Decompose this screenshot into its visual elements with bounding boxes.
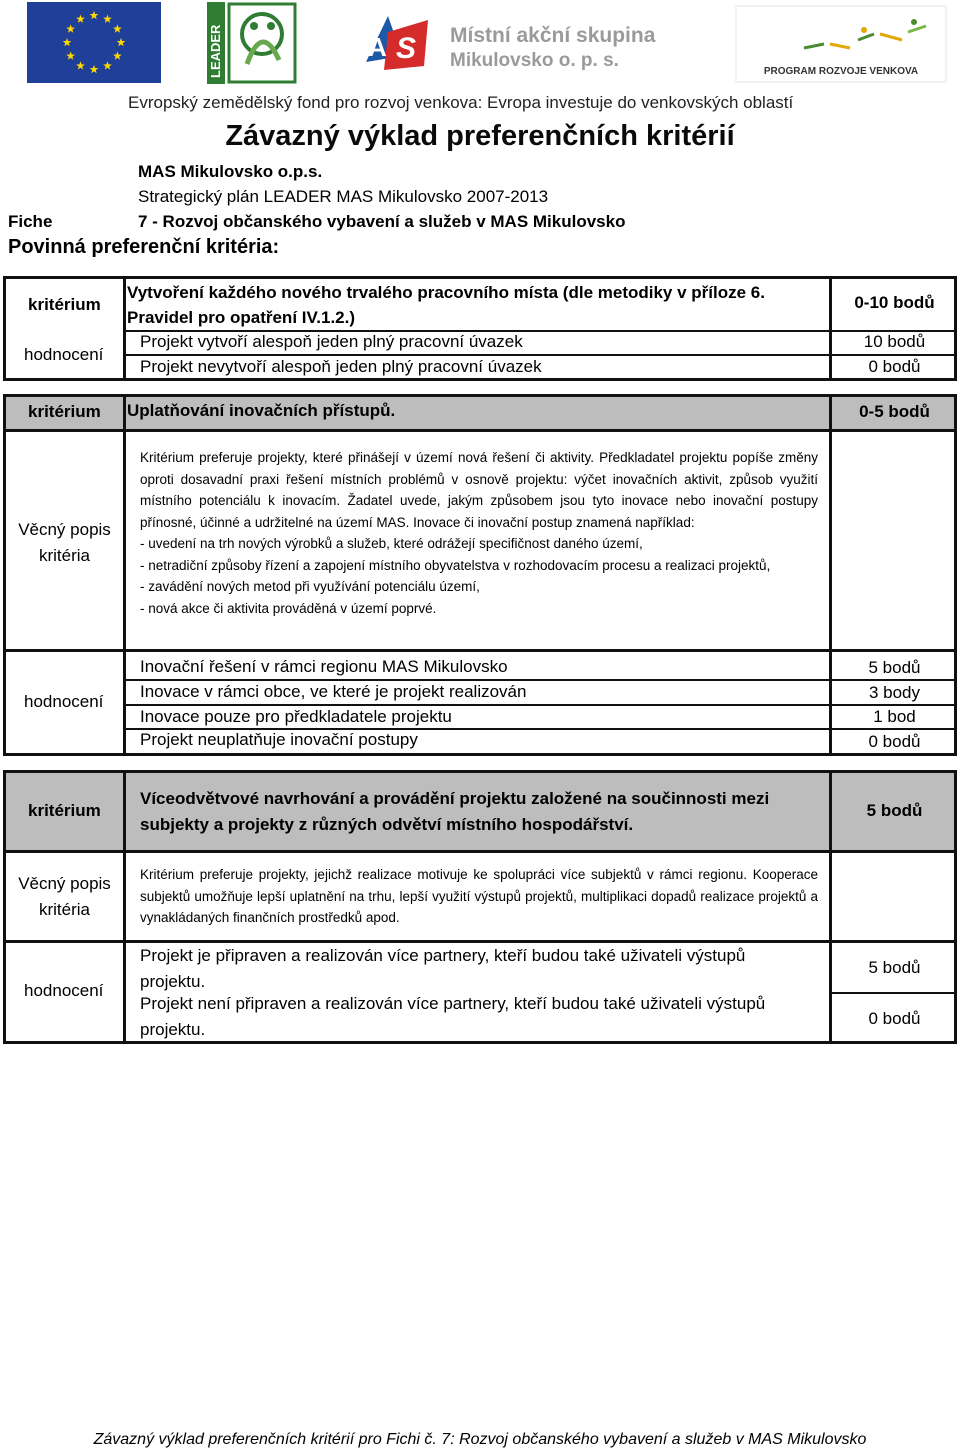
svg-text:Místní akční skupina: Místní akční skupina <box>450 24 656 47</box>
svg-text:S: S <box>396 32 417 65</box>
evaluation-row-points: 0 bodů <box>868 357 921 376</box>
evaluation-row-text: Projekt vytvoří alespoň jeden plný pracovní úvazek <box>140 332 523 351</box>
evaluation-row-points: 0 bodů <box>868 1009 921 1028</box>
criterion-block-2 <box>3 394 957 756</box>
evaluation-row-text: Inovace v rámci obce, ve které je projekt realizován <box>140 682 527 701</box>
evaluation-row-points: 0 bodů <box>868 732 921 751</box>
mas-name: MAS Mikulovsko o.p.s. <box>138 162 323 181</box>
criterion-points: 0-10 bodů <box>854 293 935 312</box>
criterion-title: Vytvoření každého nového trvalého pracovního místa (dle metodiky v příloze 6. Pravidel pro opatření IV.1.2.) <box>127 283 765 327</box>
evaluation-row-text: Projekt neuplatňuje inovační postupy <box>140 730 418 749</box>
description-label: Věcný popis kritéria <box>18 874 111 919</box>
prv-logo-icon <box>734 4 948 84</box>
leader-logo-icon <box>207 2 297 84</box>
svg-text:A: A <box>368 32 387 62</box>
criterion-title: Víceodvětvové navrhování a provádění projektu založené na součinnosti mezi subjekty a projekty z různých odvětví místního hospodářství. <box>140 789 770 834</box>
svg-text:LEADER: LEADER <box>208 24 223 78</box>
criterion-block-3 <box>3 770 957 1044</box>
criterion-points: 5 bodů <box>866 801 923 820</box>
evaluation-row-text: Projekt je připraven a realizován více partnery, kteří budou také uživateli výstupů projektu. <box>140 946 746 991</box>
criterion-title: Uplatňování inovačních přístupů. <box>127 401 396 420</box>
criterion-description: Kritérium preferuje projekty, které přinášejí v území nová řešení či aktivity. Předkladatel projektu popíše změny oproti dosavadní praxi řešení místních problémů v osnově projektu: výčet inovačních aktivit, způsob využití místního potenciálu k inovacím. Žadatel uvede, jakým způsobem jsou tyto inovace nebo inovační postupy přínosné, účinné a udržitelné na území MAS. Inovace či inovační postup znamená například: - uvedení na trh nových výrobků a služeb, které odrážejí specifičnost daného území, - netradiční způsoby řízení a zapojení místního obyvatelstva v rozhodovacím procesu a realizaci projektů, - zavádění nových metod při využívání potenciálu území, - nová akce či aktivita prováděná v území poprvé. <box>140 450 818 616</box>
evaluation-row-points: 3 body <box>868 683 921 702</box>
fiche-label: Fiche <box>8 212 53 231</box>
evaluation-row-points: 5 bodů <box>868 658 921 677</box>
criterion-points: 0-5 bodů <box>859 402 930 421</box>
criterion-label: kritérium <box>28 402 101 421</box>
evaluation-row-points: 5 bodů <box>868 958 921 977</box>
criterion-label: kritérium <box>28 295 101 314</box>
evaluation-row-text: Inovace pouze pro předkladatele projektu <box>140 707 452 726</box>
criterion-description: Kritérium preferuje projekty, jejichž realizace motivuje ke spolupráci více subjektů v rámci regionu. Kooperace subjektů umožňuje lepší uplatnění na trhu, lepší využití výstupů projektů, multiplikaci dopadů realizace projektů a vynakládaných finančních prostředků apod. <box>140 867 818 925</box>
evaluation-row-text: Inovační řešení v rámci regionu MAS Mikulovsko <box>140 657 508 676</box>
fiche-title: 7 - Rozvoj občanského vybavení a služeb v MAS Mikulovsko <box>138 212 626 231</box>
evaluation-row-text: Projekt není připraven a realizován více partnery, kteří budou také uživateli výstupů projektu. <box>140 994 766 1039</box>
svg-text:Mikulovsko o. p. s.: Mikulovsko o. p. s. <box>450 50 619 71</box>
criterion-block-1 <box>3 276 957 381</box>
evaluation-row-points: 10 bodů <box>863 332 926 351</box>
page-footer: Závazný výklad preferenčních kritérií pro Fichi č. 7: Rozvoj občanského vybavení a služeb v MAS Mikulovsko <box>93 1431 867 1448</box>
strategic-plan: Strategický plán LEADER MAS Mikulovsko 2007-2013 <box>138 187 549 206</box>
evaluation-label: hodnocení <box>24 981 104 1000</box>
mandatory-criteria-heading: Povinná preferenční kritéria: <box>8 236 280 258</box>
eu-flag-icon <box>27 2 161 83</box>
evaluation-row-text: Projekt nevytvoří alespoň jeden plný pracovní úvazek <box>140 357 542 376</box>
svg-text:PROGRAM ROZVOJE VENKOVA: PROGRAM ROZVOJE VENKOVA <box>763 66 919 77</box>
criterion-label: kritérium <box>28 801 101 820</box>
mas-logo-icon <box>358 12 708 74</box>
evaluation-label: hodnocení <box>24 692 104 711</box>
evaluation-row-points: 1 bod <box>873 707 916 726</box>
programme-subtitle: Evropský zemědělský fond pro rozvoj venkova: Evropa investuje do venkovských oblastí <box>128 93 794 112</box>
description-label: Věcný popis kritéria <box>18 520 111 565</box>
page-title: Závazný výklad preferenčních kritérií <box>225 120 735 152</box>
evaluation-label: hodnocení <box>24 345 104 364</box>
